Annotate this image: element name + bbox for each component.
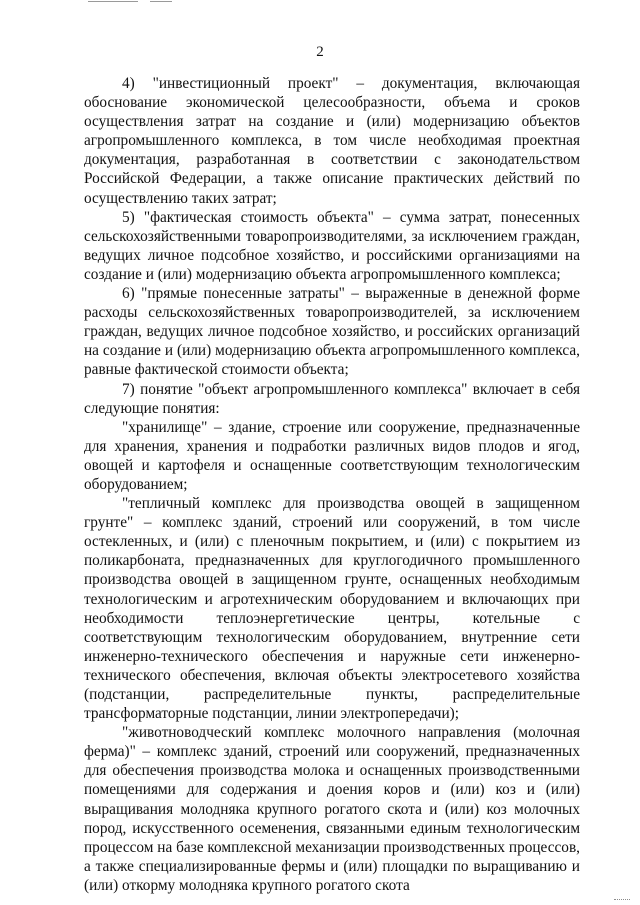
document-body <box>84 74 580 895</box>
scan-artifact-corner <box>614 899 630 903</box>
scan-artifact-line <box>150 1 172 2</box>
paragraph-direct-costs: 6) "прямые понесенные затраты" – выраженные в денежной форме расходы сельскохозяйственных товаропроизводителей, за исключением граждан, ведущих личное подсобное хозяйство, и российских организаций на создание и (или) модернизацию объекта агропромышленного комплекса, равные фактической стоимости объекта; <box>84 285 580 379</box>
page-number: 2 <box>316 44 324 60</box>
paragraph-investment-project: 4) "инвестиционный проект" – документация, включающая обоснование экономической целесообразности, объема и сроков осуществления затрат на создание и (или) модернизацию объектов агропромышленного комплекса, в том числе необходимая проектная документация, разработанная в соответствии с законодательством Российской Федерации, а также описание практических действий по осуществлению таких затрат; <box>84 75 580 207</box>
paragraph-greenhouse-complex: "тепличный комплекс для производства овощей в защищенном грунте" – комплекс зданий, строений или сооружений, в том числе остекленных, и (или) с пленочным покрытием, и (или) с покрытием из поликарбоната, предназначенных для круглогодичного промышленного производства овощей в защищенном грунте, оснащенных необходимым технологическим и агротехническим оборудованием и включающих при необходимости теплоэнергетические центры, котельные с соответствующим технологическим оборудованием, внутренние сети инженерно-технического обеспечения и наружные сети инженерно-технического обеспечения, включая объекты электросетевого хозяйства (подстанции, распределительные пункты, распределительные трансформаторные подстанции, линии электропередачи); <box>84 495 580 723</box>
scan-artifact-line <box>88 1 138 2</box>
paragraph-storage: "хранилище" – здание, строение или сооружение, предназначенные для хранения, хранения и подработки различных видов плодов и ягод, овощей и картофеля и оснащенные соответствующим технологическим оборудованием; <box>84 418 580 493</box>
paragraph-actual-cost: 5) "фактическая стоимость объекта" – сумма затрат, понесенных сельскохозяйственными товаропроизводителями, за исключением граждан, ведущих личное подсобное хозяйство, и российскими организациями на создание и (или) модернизацию объекта агропромышленного комплекса; <box>84 208 580 283</box>
paragraph-dairy-complex: "животноводческий комплекс молочного направления (молочная ферма)" – комплекс зданий, строений или сооружений, предназначенных для обеспечения производства молока и оснащенных производственными помещениями для содержания и доения коров и (или) коз и (или) выращивания молодняка крупного рогатого скота и (или) коз молочных пород, искусственного осеменения, связанными единым технологическим процессом на базе комплексной механизации производственных процессов, а также специализированные фермы и (или) площадки по выращиванию и (или) откорму молодняка крупного рогатого скота <box>84 724 580 894</box>
paragraph-agro-object-definition: 7) понятие "объект агропромышленного комплекса" включает в себя следующие понятия: <box>84 380 580 417</box>
